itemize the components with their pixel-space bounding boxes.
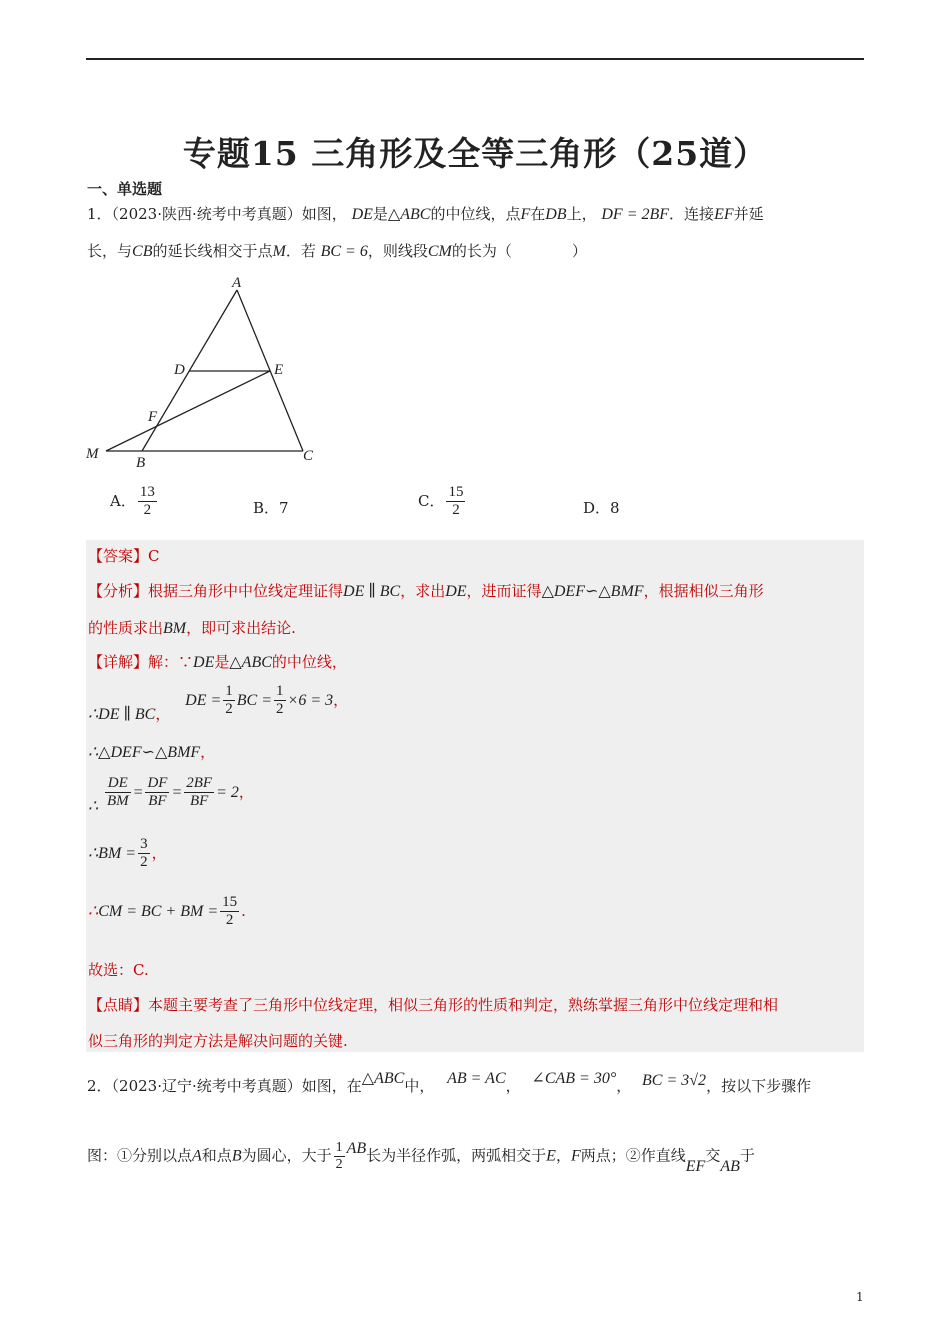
math-ef: EF xyxy=(714,206,734,223)
choice-c-fraction xyxy=(446,484,465,520)
math-de-eq: DE = xyxy=(185,691,222,709)
math-point-e: E xyxy=(546,1147,556,1165)
q1-text: 是 xyxy=(372,205,388,223)
label-a: A xyxy=(232,275,242,291)
math-point-b: B xyxy=(231,1147,242,1165)
fraction-2bf-bf xyxy=(184,775,214,811)
math-triangle-abc: △ABC xyxy=(361,1070,405,1087)
choice-c[interactable] xyxy=(418,484,467,520)
answer-value: C xyxy=(148,547,160,565)
q1-number: 1． xyxy=(87,205,112,223)
choose-line: 故选：C. xyxy=(88,961,149,979)
choice-b[interactable]: B．7 xyxy=(253,499,289,517)
math-cm-eq: CM = BC + BM = xyxy=(98,902,219,920)
math-bm-eq: ∴BM = xyxy=(88,844,137,862)
q1-text: 的长为（ ） xyxy=(451,242,587,260)
punct: . xyxy=(241,901,246,920)
math-ef: EF xyxy=(685,1157,706,1175)
frac-num: 13 xyxy=(138,484,157,502)
page-title: 专题15 三角形及全等三角形（25道） xyxy=(182,134,768,173)
choice-a[interactable] xyxy=(110,484,159,520)
fraction-half xyxy=(334,1140,345,1173)
label-f: F xyxy=(148,409,158,425)
detail-text: 解：∵ xyxy=(148,653,194,671)
q2-text: 和点 xyxy=(201,1146,232,1165)
math-bc-eq: BC = xyxy=(236,691,273,709)
label-d: D xyxy=(174,362,185,378)
analysis-line-2 xyxy=(88,617,296,638)
frac-num: 1 xyxy=(274,683,286,701)
frac-den: BM xyxy=(106,793,129,810)
q2-text: 交 xyxy=(705,1146,721,1165)
answer-tag: 【答案】 xyxy=(88,547,149,565)
analysis-line-1 xyxy=(88,580,764,601)
math-de: DE xyxy=(351,206,373,223)
q2-text: 中， xyxy=(404,1077,435,1095)
punct: ， xyxy=(333,690,349,709)
math-therefore-similar: ∴△DEF∽△BMF xyxy=(88,744,201,761)
math-point-f: F xyxy=(570,1147,581,1165)
punct: ， xyxy=(155,704,171,723)
q2-text: ， xyxy=(555,1146,571,1165)
q2-text: ， xyxy=(616,1077,632,1095)
label-b: B xyxy=(136,455,146,471)
q2-text: ， xyxy=(505,1077,521,1095)
math-cb: CB xyxy=(132,243,153,260)
frac-num: 1 xyxy=(334,1140,345,1157)
math-de-parallel-bc: DE ∥ BC xyxy=(343,583,401,600)
analysis-text: 根据三角形中中位线定理证得 xyxy=(148,582,344,600)
math-bc-eq: BC = 6 xyxy=(320,243,368,260)
q2-number: 2． xyxy=(87,1077,112,1095)
math-f: F xyxy=(520,206,531,223)
q1-text: 的中位线，点 xyxy=(430,205,521,223)
frac-num: 15 xyxy=(446,484,465,502)
q2-source: （2023·辽宁·统考中考真题） xyxy=(111,1077,302,1095)
q1-text: 如图， xyxy=(301,205,347,223)
fraction-fifteen-halves xyxy=(220,894,239,930)
q1-text: 在 xyxy=(530,205,546,223)
q1-source: （2023·陕西·统考中考真题） xyxy=(111,205,302,223)
comment-text: 本题主要考查了三角形中位线定理，相似三角形的性质和判定，熟练掌握三角形中位线定理和相 xyxy=(148,996,779,1014)
section-heading: 一、单选题 xyxy=(87,180,163,198)
frac-den: 2 xyxy=(335,1157,343,1173)
math-cm: CM xyxy=(427,243,452,260)
q1-text: 上， xyxy=(566,205,597,223)
q2-text: 于 xyxy=(739,1146,755,1165)
detail-line xyxy=(88,651,347,672)
frac-num: 3 xyxy=(138,836,150,854)
punct: ， xyxy=(151,843,167,862)
q2-text: 两点；②作直线 xyxy=(580,1146,686,1165)
frac-den: 2 xyxy=(276,701,284,718)
label-e: E xyxy=(274,362,284,378)
math-db: DB xyxy=(545,206,567,223)
q1-text: 的延长线相交于点 xyxy=(152,242,273,260)
step-2 xyxy=(88,741,215,762)
analysis-text: ，进而证得 xyxy=(466,582,542,600)
q2-text: 如图，在 xyxy=(301,1077,362,1095)
math-bm: BM xyxy=(163,620,187,637)
math-similar-triangles: △DEF∽△BMF xyxy=(541,583,644,600)
answer-line xyxy=(88,545,160,566)
frac-den: 2 xyxy=(225,701,233,718)
analysis-text: ，根据相似三角形 xyxy=(643,582,764,600)
frac-num: 1 xyxy=(223,683,235,701)
q1-line-1 xyxy=(87,203,764,224)
frac-num: 2BF xyxy=(184,775,214,793)
label-c: C xyxy=(303,448,314,464)
q2-line-1 xyxy=(87,1070,812,1096)
math-therefore: ∴ xyxy=(88,797,99,815)
q1-text: ．连接 xyxy=(669,205,715,223)
choice-a-label: A． xyxy=(110,491,136,510)
analysis-tag: 【分析】 xyxy=(88,582,149,600)
punct: ， xyxy=(238,782,254,801)
page-number: 1 xyxy=(856,1290,864,1304)
math-de: DE xyxy=(445,583,467,600)
step-3: ∴ $\frac{DE}{BM}$ = $\frac{DF}{BF}$ = $\frac{2BF}{BF}$ = 2， xyxy=(88,775,254,815)
q1-text: ．若 xyxy=(285,242,316,260)
q2-text: 为圆心，大于 xyxy=(241,1146,332,1165)
detail-text: 的中位线， xyxy=(271,653,347,671)
math-eq-two: = 2 xyxy=(216,783,239,801)
q1-text: 并延 xyxy=(733,205,764,223)
frac-den: BF xyxy=(189,793,209,810)
analysis-text: 的性质求出 xyxy=(88,619,164,637)
punct: ， xyxy=(200,743,216,761)
line-me xyxy=(106,371,270,451)
frac-den: 2 xyxy=(140,854,148,871)
q2-line-2 xyxy=(87,1140,755,1173)
frac-num: DE xyxy=(105,775,131,793)
detail-text: 是 xyxy=(214,653,230,671)
triangle-figure xyxy=(80,268,330,473)
frac-den: 2 xyxy=(452,502,460,519)
comment-line-2: 似三角形的判定方法是解决问题的关键. xyxy=(88,1032,348,1050)
choice-c-label: C． xyxy=(418,491,445,510)
label-m: M xyxy=(86,446,99,462)
math-ab: AB xyxy=(346,1139,367,1157)
fraction-three-halves xyxy=(138,836,150,872)
q1-text: ，则线段 xyxy=(367,242,428,260)
detail-tag: 【详解】 xyxy=(88,653,149,671)
math-m: M xyxy=(272,243,286,260)
header-rule xyxy=(86,58,864,60)
choice-a-fraction xyxy=(138,484,157,520)
math-bc-value: BC = 3√2 xyxy=(642,1072,707,1089)
q1-line-2 xyxy=(87,240,587,261)
comment-tag: 【点睛】 xyxy=(88,996,149,1014)
frac-den: 2 xyxy=(143,502,152,519)
math-times-six: ×6 = 3 xyxy=(287,691,334,709)
step-1 xyxy=(88,683,349,723)
q1-text: 长，与 xyxy=(87,242,133,260)
math-df-eq: DF = 2BF xyxy=(601,206,670,223)
math-triangle-abc: △ABC xyxy=(229,654,272,671)
q2-text: 长为半径作弧，两弧相交于 xyxy=(366,1146,547,1165)
fraction-half xyxy=(223,683,235,719)
fraction-half xyxy=(274,683,286,719)
frac-num: DF xyxy=(145,775,169,793)
analysis-text: ，即可求出结论. xyxy=(186,619,296,637)
fraction-df-bf xyxy=(145,775,169,811)
math-ab-eq-ac: AB = AC xyxy=(447,1070,506,1087)
step-5 xyxy=(88,894,246,930)
math-de: DE xyxy=(193,654,215,671)
q2-text: ，按以下步骤作 xyxy=(706,1077,812,1095)
frac-den: BF xyxy=(148,793,167,810)
comment-line-1 xyxy=(88,994,778,1015)
math-ab: AB xyxy=(720,1157,740,1175)
analysis-text: ，求出 xyxy=(400,582,446,600)
math-point-a: A xyxy=(192,1147,202,1165)
math-therefore: ∴ xyxy=(88,902,99,920)
math-triangle-abc: △ABC xyxy=(387,206,431,223)
frac-den: 2 xyxy=(225,912,234,929)
math-angle-cab: ∠CAB = 30° xyxy=(531,1070,617,1087)
fraction-de-bm xyxy=(105,775,131,811)
q2-text: 图：①分别以点 xyxy=(87,1146,193,1165)
choice-d[interactable]: D．8 xyxy=(583,499,620,517)
frac-num: 15 xyxy=(220,894,239,912)
step-4 xyxy=(88,836,167,872)
math-therefore-parallel: ∴DE ∥ BC xyxy=(88,705,156,723)
